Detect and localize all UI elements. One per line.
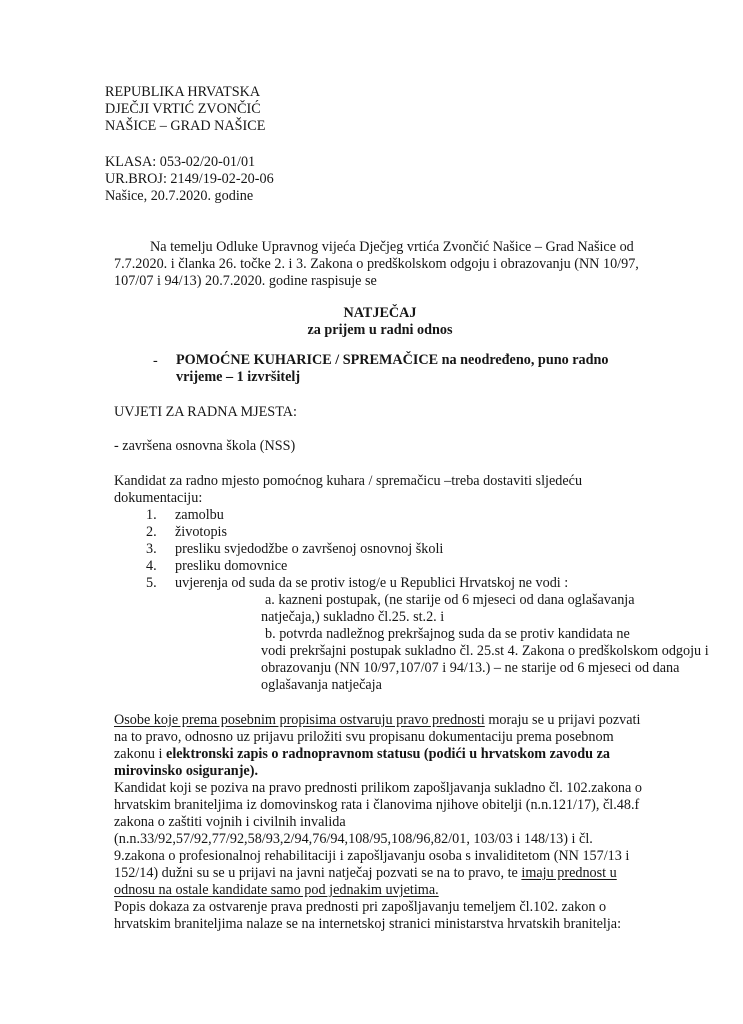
priority-p2-line6 <box>114 865 617 882</box>
intro-line-3: 107/07 i 94/13) 20.7.2020. godine raspisuje se <box>114 273 377 289</box>
document-item-number: 5. <box>146 575 157 591</box>
priority-p2-line1: Kandidat koji se poziva na pravo prednosti prilikom zapošljavanja sukladno čl. 102.zakona o <box>114 780 642 796</box>
subitem-a-line2: natječaja,) sukladno čl.25. st.2. i <box>261 609 445 625</box>
intro-line-2: 7.7.2020. i članka 26. točke 2. i 3. Zakona o predškolskom odgoju i obrazovanju (NN 10/97, <box>114 256 639 272</box>
position-title-line2: vrijeme – 1 izvršitelj <box>176 369 301 385</box>
priority-p3-line1: Popis dokaza za ostvarenje prava prednosti pri zapošljavanju temeljem čl.102. zakon o <box>114 899 607 915</box>
header-institution-line2: DJEČJI VRTIĆ ZVONČIĆ <box>105 101 261 117</box>
subitem-b-line3: obrazovanju (NN 10/97,107/07 i 94/13.) – ne starije od 6 mjeseci od dana <box>261 660 680 676</box>
subitem-b-line4: oglašavanja natječaja <box>261 677 382 693</box>
intro-line-1: Na temelju Odluke Upravnog vijeća Dječjeg vrtića Zvončić Našice – Grad Našice od <box>150 239 634 255</box>
electronic-record-bold: elektronski zapis o radnopravnom statusu (podići u hrvatskom zavodu za <box>166 746 610 762</box>
priority-p2-line3: zakona o zaštiti vojnih i civilnih invalida <box>114 814 346 830</box>
notice-subtitle: za prijem u radni odnos <box>307 322 453 338</box>
document-item-number: 1. <box>146 507 157 523</box>
conditions-heading: UVJETI ZA RADNA MJESTA: <box>114 404 297 420</box>
position-title-line1: POMOĆNE KUHARICE / SPREMAČICE na neodređeno, puno radno <box>176 352 609 368</box>
priority-p2-line5: 9.zakona o profesionalnoj rehabilitaciji i zapošljavanju osoba s invaliditetom (NN 157/13 i <box>114 848 630 864</box>
document-item-text: presliku svjedodžbe o završenoj osnovnoj školi <box>175 541 444 557</box>
header-institution-line3: NAŠICE – GRAD NAŠICE <box>105 118 266 134</box>
klasa-number: KLASA: 053-02/20-01/01 <box>105 154 256 170</box>
document-item-text: životopis <box>175 524 228 540</box>
documents-intro-line1: Kandidat za radno mjesto pomoćnog kuhara / spremačicu –treba dostaviti sljedeću <box>114 473 583 489</box>
document-item-text: zamolbu <box>175 507 224 523</box>
priority-p1-line2: na to pravo, odnosno uz prijavu priložiti svu propisanu dokumentaciju prema posebnom <box>114 729 614 745</box>
subitem-a-line1: a. kazneni postupak, (ne starije od 6 mjeseci od dana oglašavanja <box>265 592 635 608</box>
priority-p2-line7: odnosu na ostale kandidate samo pod jednakim uvjetima. <box>114 882 439 898</box>
position-dash: - <box>153 353 158 369</box>
priority-p2-line6-underlined: imaju prednost u <box>521 865 617 881</box>
priority-p1-line4: mirovinsko osiguranje). <box>114 763 258 779</box>
priority-p1-line1-rest: moraju se u prijavi pozvati <box>484 712 641 728</box>
priority-p2-line2: hrvatskim braniteljima iz domovinskog rata i članovima njihove obitelji (n.n.121/17), čl.48.f <box>114 797 640 813</box>
document-item-text: presliku domovnice <box>175 558 288 574</box>
priority-p1-line1 <box>114 712 640 729</box>
document-item-number: 3. <box>146 541 157 557</box>
document-item-number: 2. <box>146 524 157 540</box>
priority-p2-line4: (n.n.33/92,57/92,77/92,58/93,2/94,76/94,108/95,108/96,82/01, 103/03 i 148/13) i čl. <box>114 831 593 847</box>
header-institution-line1: REPUBLIKA HRVATSKA <box>105 84 261 100</box>
condition-item: - završena osnovna škola (NSS) <box>114 438 296 454</box>
subitem-b-line1: b. potvrda nadležnog prekršajnog suda da se protiv kandidata ne <box>265 626 630 642</box>
document-item-text: uvjerenja od suda da se protiv istog/e u Republici Hrvatskoj ne vodi : <box>175 575 569 591</box>
notice-title: NATJEČAJ <box>343 305 417 321</box>
subitem-b-line2: vodi prekršajni postupak sukladno čl. 25.st 4. Zakona o predškolskom odgoju i <box>261 643 709 659</box>
priority-underlined-phrase: Osobe koje prema posebnim propisima ostvaruju pravo prednosti <box>114 712 485 728</box>
priority-p1-line3 <box>114 746 610 763</box>
document-date: Našice, 20.7.2020. godine <box>105 188 254 204</box>
priority-p1-line3-plain: zakonu i <box>114 746 167 762</box>
document-item-number: 4. <box>146 558 157 574</box>
documents-intro-line2: dokumentaciju: <box>114 490 203 506</box>
priority-p2-line6-plain: 152/14) dužni su se u prijavi na javni natječaj pozvati se na to pravo, te <box>114 865 522 881</box>
urbroj-number: UR.BROJ: 2149/19-02-20-06 <box>105 171 274 187</box>
priority-p3-line2: hrvatskim braniteljima nalaze se na internetskoj stranici ministarstva hrvatskih branitelja: <box>114 916 622 932</box>
